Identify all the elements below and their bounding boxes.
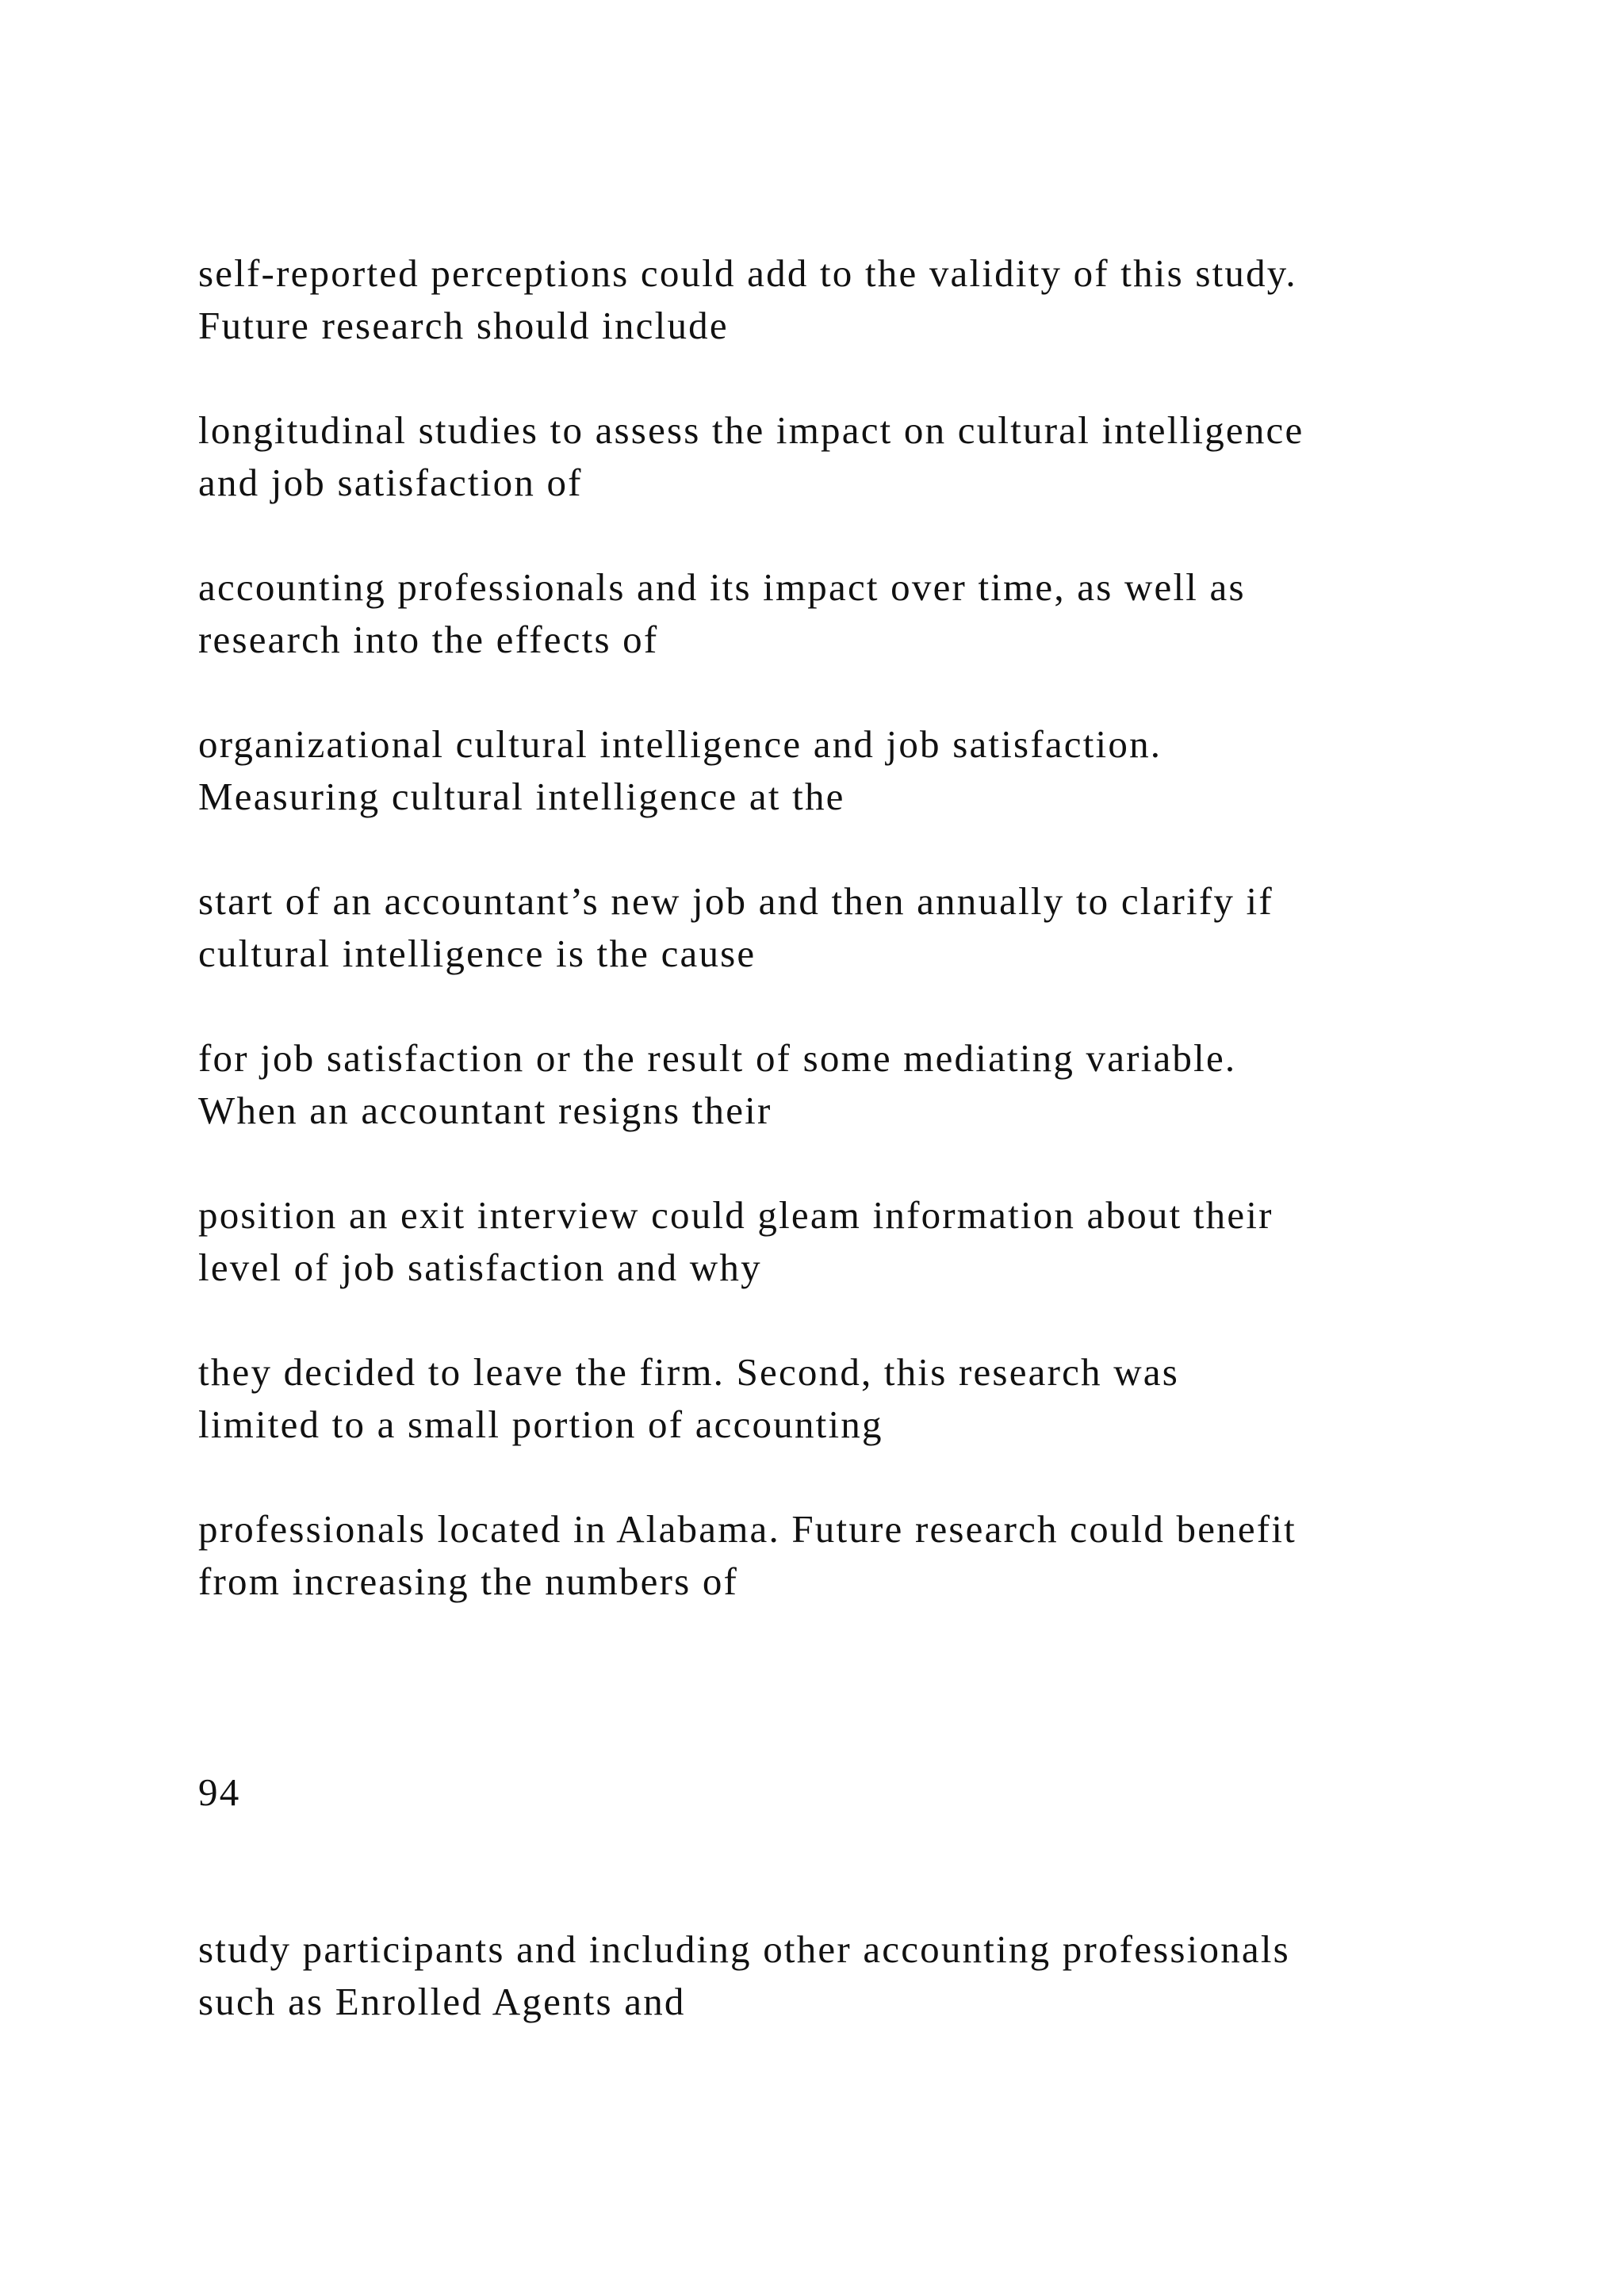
paragraph-line: start of an accountant’s new job and then annually to clarify if [198, 879, 1274, 923]
paragraph-7 [198, 1189, 1515, 1294]
paragraph-4 [198, 718, 1515, 823]
paragraph-1 [198, 247, 1515, 352]
paragraph-line: from increasing the numbers of [198, 1559, 739, 1603]
paragraph-line: self-reported perceptions could add to the validity of this study. [198, 251, 1297, 295]
paragraph-line: such as Enrolled Agents and [198, 1980, 686, 2023]
paragraph-8 [198, 1346, 1515, 1451]
paragraph-line: longitudinal studies to assess the impact on cultural intelligence [198, 408, 1304, 452]
paragraph-2 [198, 404, 1515, 509]
paragraph-line: for job satisfaction or the result of some mediating variable. [198, 1036, 1237, 1080]
page-number: 94 [198, 1770, 241, 1814]
paragraph-9 [198, 1503, 1515, 1608]
paragraph-line: professionals located in Alabama. Future research could benefit [198, 1507, 1297, 1551]
paragraph-line: study participants and including other accounting professionals [198, 1927, 1290, 1971]
paragraph-line: and job satisfaction of [198, 461, 583, 504]
paragraph-line: cultural intelligence is the cause [198, 932, 756, 975]
paragraph-line: level of job satisfaction and why [198, 1246, 762, 1289]
paragraph-line: they decided to leave the firm. Second, this research was [198, 1350, 1180, 1394]
paragraph-10 [198, 1923, 1515, 2028]
paragraph-line: When an accountant resigns their [198, 1089, 772, 1132]
paragraph-3 [198, 561, 1515, 666]
paragraph-line: research into the effects of [198, 618, 659, 661]
paragraph-6 [198, 1032, 1515, 1137]
paragraph-5 [198, 875, 1515, 980]
paragraph-line: organizational cultural intelligence and job satisfaction. [198, 722, 1162, 766]
paragraph-line: Future research should include [198, 304, 729, 347]
paragraph-line: accounting professionals and its impact over time, as well as [198, 565, 1246, 609]
paragraph-line: Measuring cultural intelligence at the [198, 775, 845, 818]
paragraph-line: limited to a small portion of accounting [198, 1402, 883, 1446]
paragraph-line: position an exit interview could gleam information about their [198, 1193, 1274, 1237]
